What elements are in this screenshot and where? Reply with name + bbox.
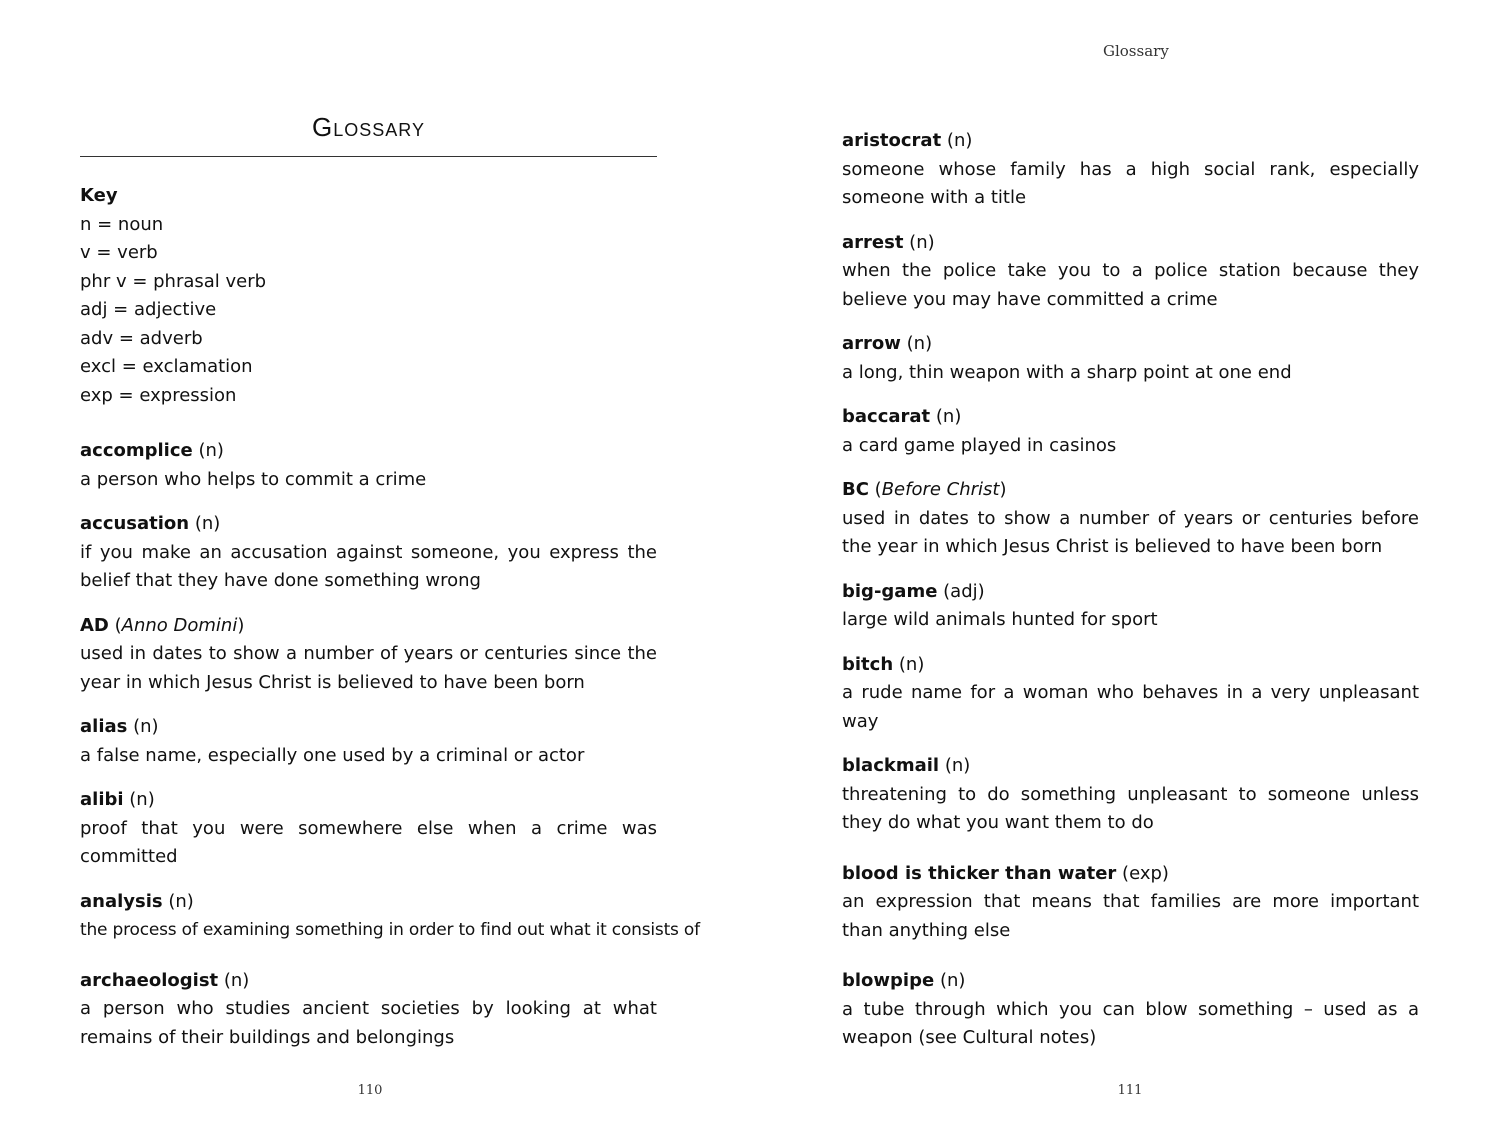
- entry-pos-close: ): [237, 614, 245, 636]
- entry-pos: (n): [198, 440, 224, 461]
- entry-term: AD: [80, 614, 109, 636]
- entry-definition: used in dates to show a number of years or centuries since the year in which Jesus Christ is believed to have been born: [80, 643, 657, 693]
- entry-pos: (n): [909, 231, 935, 253]
- entry-definition: a tube through which you can blow something – used as a weapon (see Cultural notes): [842, 998, 1419, 1048]
- entry-term: accomplice: [80, 440, 193, 461]
- entry-pos-close: ): [999, 479, 1007, 500]
- glossary-entry: [80, 888, 700, 945]
- glossary-entry: [80, 967, 657, 1053]
- entry-pos-italic: Anno Domini: [121, 614, 238, 636]
- glossary-entry: [842, 860, 1419, 946]
- entry-pos: (n): [133, 716, 159, 737]
- entry-pos: (adj): [943, 580, 985, 602]
- entry-pos-italic: Before Christ: [881, 479, 1000, 500]
- entry-term: blowpipe: [842, 970, 935, 991]
- glossary-entry: [80, 437, 657, 494]
- entry-definition: a card game played in casinos: [842, 434, 1117, 456]
- glossary-entry: [842, 651, 1419, 737]
- entry-definition: a false name, especially one used by a criminal or actor: [80, 744, 585, 766]
- glossary-column-left: [80, 437, 700, 1068]
- key-item: v = verb: [80, 242, 158, 263]
- key-item: phr v = phrasal verb: [80, 270, 267, 292]
- entry-term: accusation: [80, 513, 190, 534]
- entry-pos-open: (: [874, 479, 882, 500]
- entry-term: alibi: [80, 789, 124, 810]
- entry-definition: an expression that means that families are more important than anything else: [842, 891, 1419, 941]
- entry-definition: the process of examining something in order to find out what it consists of: [80, 920, 700, 940]
- entry-definition: a person who helps to commit a crime: [80, 468, 427, 490]
- key-item: n = noun: [80, 213, 164, 235]
- entry-definition: used in dates to show a number of years or centuries before the year in which Jesus Christ is believed to have been born: [842, 507, 1419, 557]
- entry-pos: (n): [944, 755, 971, 776]
- entry-pos: (exp): [1122, 862, 1169, 884]
- key-item: excl = exclamation: [80, 356, 253, 377]
- entry-definition: a long, thin weapon with a sharp point at one end: [842, 361, 1292, 383]
- glossary-entry: [842, 967, 1419, 1053]
- glossary-entry: [842, 229, 1419, 315]
- page-number: 110: [357, 1083, 383, 1098]
- entry-pos: (n): [898, 653, 925, 675]
- title-rule: [80, 156, 657, 157]
- entry-definition: threatening to do something unpleasant to someone unless they do what you want them to do: [842, 783, 1419, 833]
- entry-term: big-game: [842, 580, 938, 602]
- entry-definition: when the police take you to a police station because they believe you may have committed a crime: [842, 260, 1419, 310]
- glossary-entry: [80, 612, 657, 698]
- entry-term: BC: [842, 479, 869, 500]
- running-head: Glossary: [1103, 42, 1169, 60]
- glossary-entry: [80, 786, 657, 872]
- entry-definition: if you make an accusation against someone, you express the belief that they have done something wrong: [80, 541, 657, 591]
- entry-pos: (n): [223, 969, 250, 991]
- entry-term: arrow: [842, 333, 901, 354]
- entry-pos-open: (: [114, 614, 122, 636]
- glossary-entry: [842, 578, 1419, 635]
- glossary-entry: [842, 127, 1419, 213]
- entry-term: blackmail: [842, 755, 940, 776]
- right-page: [750, 0, 1500, 1136]
- entry-term: alias: [80, 716, 128, 737]
- key-heading: Key: [80, 185, 118, 206]
- entry-term: aristocrat: [842, 130, 942, 151]
- key-item: adv = adverb: [80, 327, 203, 349]
- glossary-entry: [842, 476, 1419, 562]
- entry-pos: (n): [906, 333, 933, 354]
- glossary-entry: [80, 713, 657, 770]
- glossary-entry: [842, 403, 1419, 460]
- entry-term: arrest: [842, 231, 904, 253]
- entry-definition: proof that you were somewhere else when a crime was committed: [80, 817, 657, 867]
- entry-term: baccarat: [842, 406, 931, 427]
- entry-definition: someone whose family has a high social rank, especially someone with a title: [842, 158, 1419, 208]
- key-item: exp = expression: [80, 384, 237, 406]
- page-title: Glossary: [312, 112, 425, 142]
- entry-definition: a person who studies ancient societies by looking at what remains of their buildings and belongings: [80, 998, 657, 1048]
- entry-term: archaeologist: [80, 969, 219, 991]
- entry-pos: (n): [129, 789, 155, 810]
- glossary-entry: [842, 330, 1419, 387]
- entry-pos: (n): [939, 970, 966, 991]
- page-number: 111: [1117, 1083, 1143, 1098]
- entry-pos: (n): [168, 890, 194, 912]
- glossary-entry: [842, 752, 1419, 838]
- entry-definition: large wild animals hunted for sport: [842, 609, 1158, 630]
- glossary-entry: [80, 510, 657, 596]
- glossary-column-right: [842, 127, 1419, 1069]
- entry-term: analysis: [80, 890, 163, 912]
- entry-pos: (n): [935, 406, 962, 427]
- key-item: adj = adjective: [80, 299, 217, 320]
- entry-term: blood is thicker than water: [842, 862, 1117, 884]
- key-legend: [80, 182, 657, 410]
- entry-pos: (n): [946, 130, 973, 151]
- entry-pos: (n): [194, 513, 221, 534]
- entry-term: bitch: [842, 653, 894, 675]
- entry-definition: a rude name for a woman who behaves in a very unpleasant way: [842, 682, 1419, 732]
